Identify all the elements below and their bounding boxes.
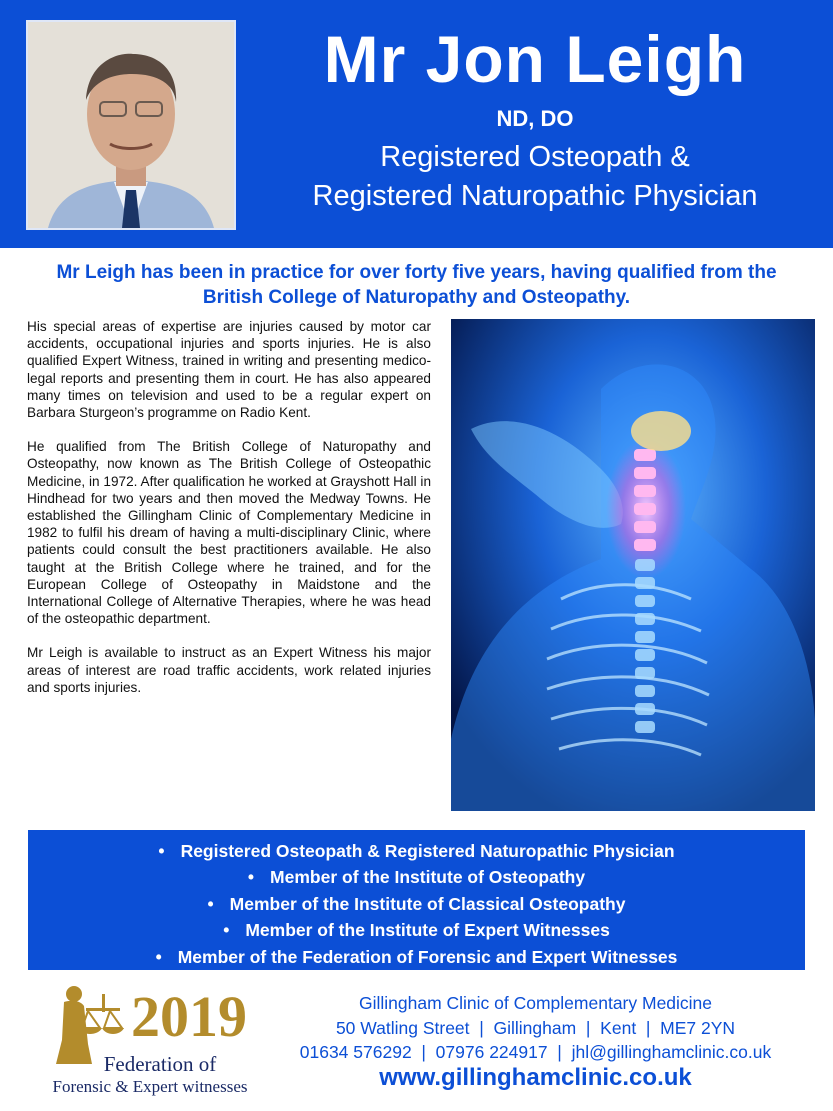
bio-paragraph: His special areas of expertise are injuries caused by motor car accidents, occupational injuries and sports injuries. He is also qualified Expert Witness, trained in writing and presenting medico-legal reports and presenting them in court. He has also appeared many times on television and used to be a regular expert on Barbara Sturgeon’s programme on Radio Kent. (27, 319, 431, 421)
memberships-list (28, 830, 805, 970)
logo-line-2: Forensic & Expert witnesses (52, 1077, 248, 1096)
federation-logo (30, 984, 260, 1102)
qualifications: ND, DO (496, 106, 574, 131)
bio-paragraph: He qualified from The British College of Naturopathy and Osteopathy, now known as The British College of Osteopathic Medicine, in 1972. After qualification he worked at Grayshott Hall in Hindhead for two years and then moved the Medway Towns. He established the Gillingham Clinic of Complementary Medicine in 1982 to fulfil his dream of having a multi-disciplinary Clinic, where patients could consult the best practitioners available. He also taught at the British College where he trained, and for the European College of Osteopathy in Maidstone and the International College of Alternative Therapies, where he was head of the osteopathic department. (27, 439, 431, 627)
bullet-icon: • (158, 841, 165, 861)
contact-block (268, 991, 803, 1065)
bullet-icon: • (247, 867, 255, 888)
person-name: Mr Jon Leigh (323, 22, 747, 96)
list-item: • Member of the Institute of Osteopathy (247, 867, 586, 888)
role-line-1: Registered Osteopath & (380, 141, 690, 173)
role-line-2: Registered Naturopathic Physician (312, 180, 758, 212)
logo-line-1: Federation of (103, 1052, 217, 1076)
phone-email-line: 01634 576292 | 07976 224917 | jhl@gillinghamclinic.co.uk (299, 1042, 772, 1062)
list-item: • Member of the Institute of Expert Witnesses (223, 920, 610, 941)
clinic-name: Gillingham Clinic of Complementary Medicine (358, 993, 713, 1013)
website-link[interactable]: www.gillinghamclinic.co.uk (379, 1064, 692, 1091)
portrait-photo (26, 20, 236, 230)
bio-paragraph: Mr Leigh is available to instruct as an Expert Witness his major areas of interest are road traffic accidents, work related injuries and sports injuries. (27, 645, 431, 695)
list-item: • Member of the Institute of Classical Osteopathy (207, 893, 626, 914)
biography (27, 318, 431, 713)
list-item: • Member of the Federation of Forensic and Expert Witnesses (155, 946, 678, 967)
bullet-icon: • (155, 946, 162, 967)
list-item: • Registered Osteopath & Registered Naturopathic Physician (158, 841, 675, 861)
address-line: 50 Watling Street | Gillingham | Kent | ME7 2YN (335, 1017, 736, 1038)
logo-year: 2019 (131, 984, 247, 1049)
header-banner (0, 0, 833, 248)
bullet-icon: • (207, 893, 214, 914)
bullet-icon: • (223, 920, 230, 941)
neck-spine-illustration (451, 319, 815, 811)
intro-heading: Mr Leigh has been in practice for over forty five years, having qualified from the British College of Naturopathy and Osteopathy. (56, 262, 777, 308)
